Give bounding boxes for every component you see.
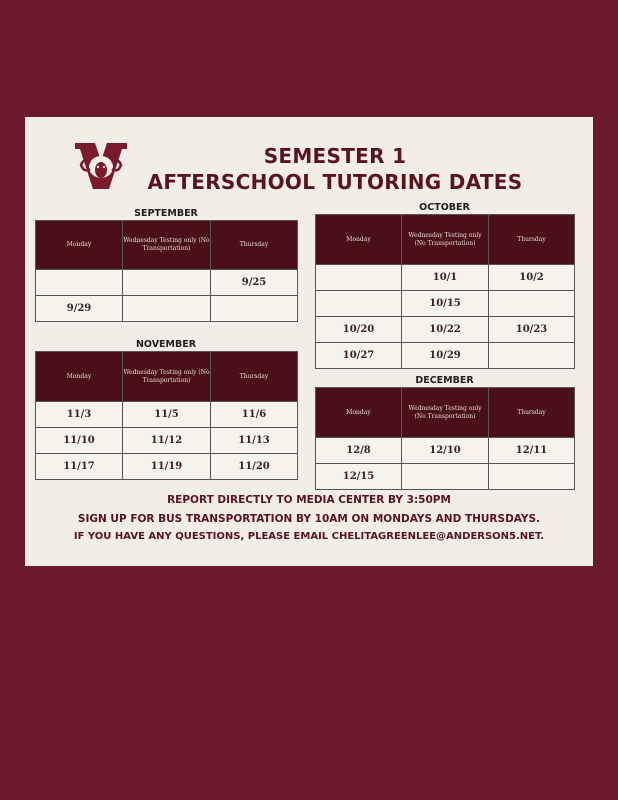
monday-header: Monday (36, 352, 123, 402)
date-cell (316, 265, 402, 291)
date-cell (316, 291, 402, 317)
november-table (35, 351, 298, 480)
date-cell: 11/12 (123, 428, 211, 454)
date-cell: 11/13 (211, 428, 298, 454)
date-cell: 11/19 (123, 454, 211, 480)
title-line-1: SEMESTER 1 (263, 144, 407, 168)
date-cell: 10/20 (316, 317, 402, 343)
date-cell (123, 270, 211, 296)
date-cell: 12/10 (402, 438, 489, 464)
contact-notice: IF YOU HAVE ANY QUESTIONS, PLEASE EMAIL CHELITAGREENLEE@ANDERSON5.NET. (73, 531, 545, 542)
wednesday-header: Wednesday Testing only (No Transportation) (123, 352, 211, 402)
date-cell: 10/1 (402, 265, 489, 291)
september-label: SEPTEMBER (134, 208, 198, 219)
thursday-header: Thursday (211, 221, 298, 270)
page-title (145, 143, 525, 195)
date-cell: 10/2 (489, 265, 575, 291)
date-cell: 10/29 (402, 343, 489, 369)
december-table (315, 387, 575, 490)
date-cell: 11/10 (36, 428, 123, 454)
date-cell: 11/20 (211, 454, 298, 480)
october-label: OCTOBER (419, 202, 470, 213)
october-table (315, 214, 575, 369)
thursday-header: Thursday (211, 352, 298, 402)
monday-header: Monday (316, 388, 402, 438)
date-cell: 10/15 (402, 291, 489, 317)
date-cell (36, 270, 123, 296)
date-cell (489, 291, 575, 317)
date-cell (123, 296, 211, 322)
date-cell: 10/22 (402, 317, 489, 343)
date-cell (489, 343, 575, 369)
title-line-2: AFTERSCHOOL TUTORING DATES (147, 170, 523, 194)
ram-logo-icon (75, 143, 127, 189)
wednesday-header: Wednesday Testing only (No Transportation) (123, 221, 211, 270)
flyer-card (25, 117, 593, 566)
date-cell: 11/17 (36, 454, 123, 480)
date-cell: 9/29 (36, 296, 123, 322)
date-cell: 12/15 (316, 464, 402, 490)
report-notice: REPORT DIRECTLY TO MEDIA CENTER BY 3:50PM (167, 494, 451, 506)
date-cell: 9/25 (211, 270, 298, 296)
date-cell: 12/11 (489, 438, 575, 464)
date-cell (489, 464, 575, 490)
date-cell: 10/27 (316, 343, 402, 369)
date-cell (211, 296, 298, 322)
date-cell: 11/5 (123, 402, 211, 428)
december-label: DECEMBER (415, 375, 474, 386)
date-cell: 11/3 (36, 402, 123, 428)
wednesday-header: Wednesday Testing only (No Transportation) (402, 388, 489, 438)
wednesday-header: Wednesday Testing only (No Transportation) (402, 215, 489, 265)
monday-header: Monday (316, 215, 402, 265)
november-label: NOVEMBER (135, 339, 197, 350)
september-table (35, 220, 298, 322)
thursday-header: Thursday (489, 215, 575, 265)
date-cell (402, 464, 489, 490)
date-cell: 11/6 (211, 402, 298, 428)
monday-header: Monday (36, 221, 123, 270)
thursday-header: Thursday (489, 388, 575, 438)
date-cell: 10/23 (489, 317, 575, 343)
bus-signup-notice: SIGN UP FOR BUS TRANSPORTATION BY 10AM ON MONDAYS AND THURSDAYS. (77, 513, 541, 525)
date-cell: 12/8 (316, 438, 402, 464)
